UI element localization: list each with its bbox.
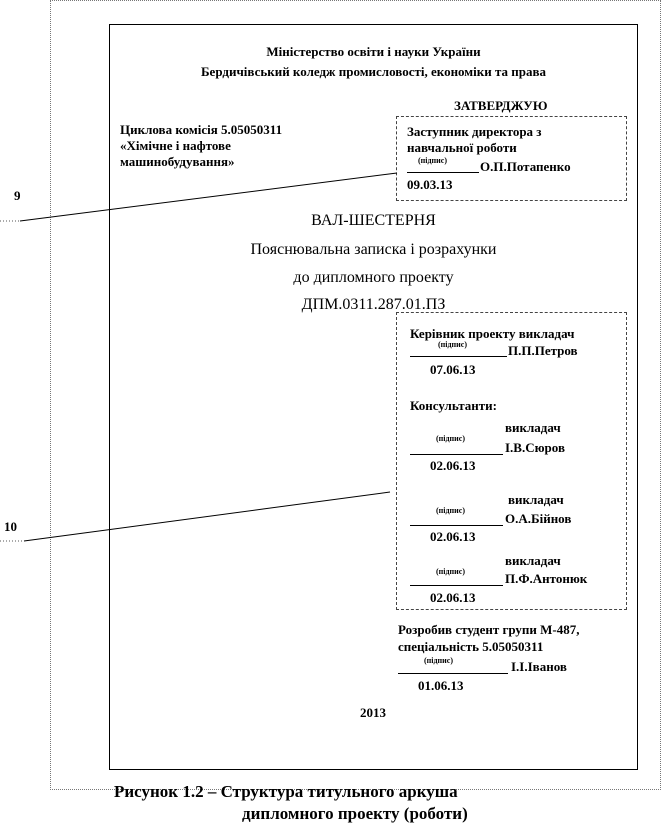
consultant-1-sign-hint: (підпис) xyxy=(436,434,465,443)
approve-label: ЗАТВЕРДЖУЮ xyxy=(454,98,548,113)
approve-position-line2: навчальної роботи xyxy=(407,140,517,155)
approve-name: О.П.Потапенко xyxy=(480,159,571,174)
college-line: Бердичівський коледж промисловості, економіки та права xyxy=(200,64,547,79)
commission-line2: «Хімічне і нафтове xyxy=(120,138,231,153)
figure-caption-line1: Рисунок 1.2 – Структура титульного аркуша xyxy=(114,782,458,801)
work-subtitle-line1: Пояснювальна записка і розрахунки xyxy=(250,241,497,258)
callout-label-9: 9 xyxy=(14,188,21,203)
work-subtitle-line2: до дипломного проекту xyxy=(293,269,454,286)
consultant-3-sign-hint: (підпис) xyxy=(436,567,465,576)
developer-line1: Розробив студент групи М-487, xyxy=(398,622,580,637)
developer-name: І.І.Іванов xyxy=(511,659,567,674)
supervisor-date: 07.06.13 xyxy=(430,362,476,377)
consultant-1-name: І.В.Сюров xyxy=(505,440,565,455)
supervisor-label: Керівник проекту викладач xyxy=(410,326,575,341)
commission-line3: машинобудування» xyxy=(120,154,235,169)
developer-line2: спеціальність 5.05050311 xyxy=(398,639,544,654)
supervisor-name: П.П.Петров xyxy=(508,343,578,358)
consultant-2-role: викладач xyxy=(508,492,564,507)
consultant-2-sign-hint: (підпис) xyxy=(436,506,465,515)
work-title: ВАЛ-ШЕСТЕРНЯ xyxy=(311,212,436,229)
callout-label-10: 10 xyxy=(4,519,17,534)
year: 2013 xyxy=(360,705,386,720)
consultant-3-role: викладач xyxy=(505,553,561,568)
consultant-3-name: П.Ф.Антонюк xyxy=(505,571,588,586)
developer-sign-hint: (підпис) xyxy=(424,656,453,665)
consultant-1-role: викладач xyxy=(505,420,561,435)
consultants-label: Консультанти: xyxy=(410,398,497,413)
approve-position-line1: Заступник директора з xyxy=(407,124,542,139)
approve-sign-hint: (підпис) xyxy=(418,156,447,165)
consultant-3-date: 02.06.13 xyxy=(430,590,476,605)
figure-caption-line2: дипломного проекту (роботи) xyxy=(242,804,468,823)
consultant-1-date: 02.06.13 xyxy=(430,458,476,473)
approve-date: 09.03.13 xyxy=(407,177,453,192)
ministry-line: Міністерство освіти і науки України xyxy=(266,44,481,59)
commission-line1: Циклова комісія 5.05050311 xyxy=(120,122,283,137)
developer-date: 01.06.13 xyxy=(418,678,464,693)
supervisor-sign-hint: (підпис) xyxy=(438,340,467,349)
consultant-2-name: О.А.Бійнов xyxy=(505,511,572,526)
consultant-2-date: 02.06.13 xyxy=(430,529,476,544)
document-code: ДПМ.0311.287.01.ПЗ xyxy=(301,296,446,313)
